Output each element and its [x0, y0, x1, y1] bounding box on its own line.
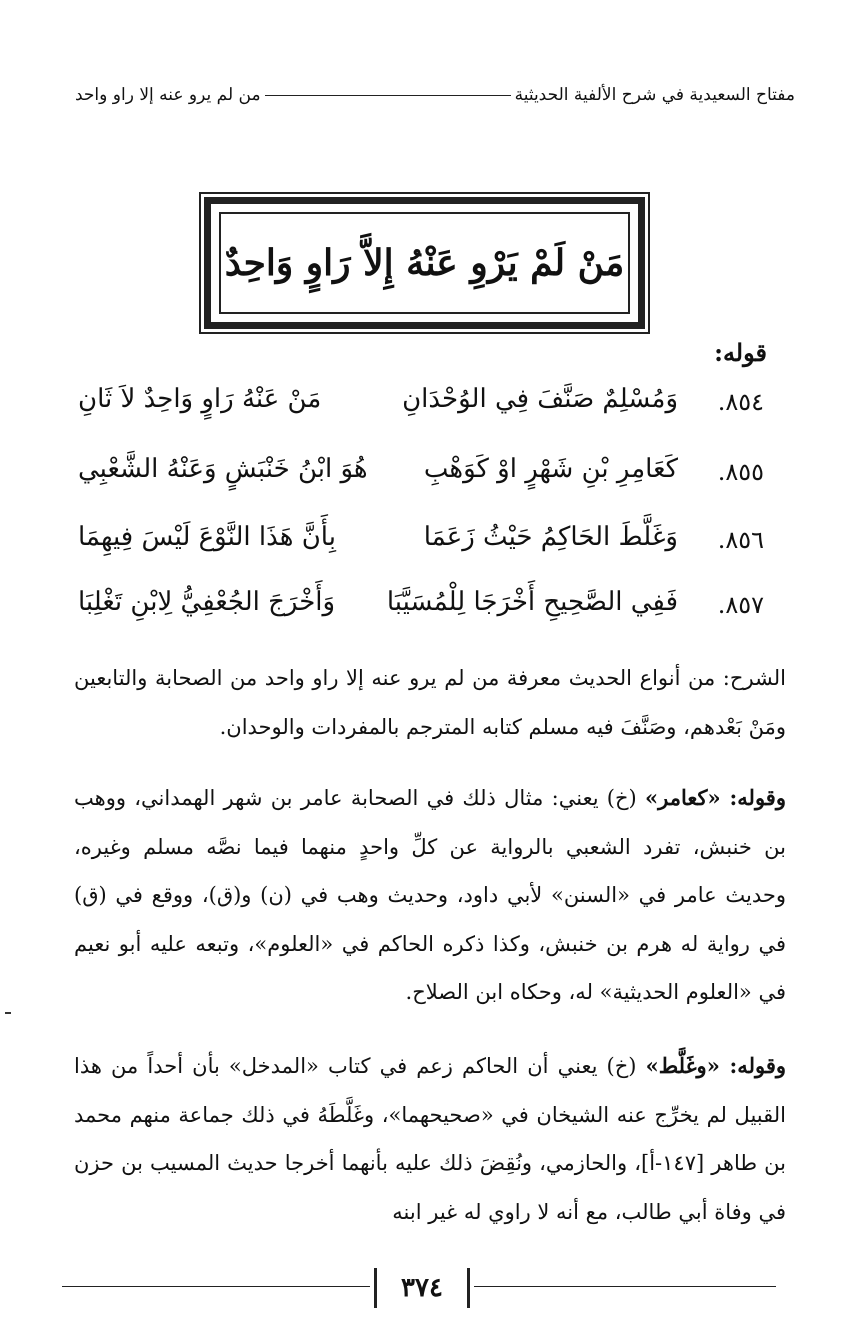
commentary-paragraph	[74, 654, 786, 751]
verse-second-hemistich: هُوَ ابْنُ خَنْبَشٍ وَعَنْهُ الشَّعْبِي	[78, 454, 368, 484]
verse-row	[78, 520, 764, 570]
commentary-paragraph	[74, 1042, 786, 1236]
margin-mark	[5, 1012, 11, 1014]
footer-rule-right	[474, 1286, 776, 1287]
verse-second-hemistich: مَنْ عَنْهُ رَاوٍ وَاحِدٌ لاَ ثَانِ	[78, 384, 322, 414]
verse-second-hemistich: وَأَخْرَجَ الجُعْفِيُّ لِابْنِ تَغْلِبَا	[78, 587, 336, 617]
footer-rule-left	[62, 1286, 370, 1287]
header-rule	[265, 95, 511, 96]
running-header	[75, 78, 795, 112]
book-title: مفتاح السعيدية في شرح الألفية الحديثية	[514, 85, 795, 105]
verse-number: ٨٥٤.	[717, 388, 764, 416]
title-frame-inner	[219, 212, 630, 314]
paragraph-text: الشرح: من أنواع الحديث معرفة من لم يرو عنه إلا راو واحد من الصحابة والتابعين ومَنْ بَعْدهم، وصَنَّفَ فيه مسلم كتابه المترجم بالمفردات والوحدان.	[74, 666, 786, 739]
verse-first-hemistich: وَغَلَّطَ الحَاكِمُ حَيْثُ زَعَمَا	[423, 522, 678, 552]
verse-number: ٨٥٧.	[717, 591, 764, 619]
verse-second-hemistich: بِأَنَّ هَذَا النَّوْعَ لَيْسَ فِيهِمَا	[78, 522, 336, 552]
page-number: ٣٧٤	[374, 1268, 470, 1308]
verse-row	[78, 382, 764, 432]
verse-intro-label: قوله:	[714, 338, 767, 367]
ornamental-title-frame	[204, 197, 645, 329]
paragraph-text: (خ) يعني: مثال ذلك في الصحابة عامر بن شهر الهمداني، ووهب بن خنبش، تفرد الشعبي بالرواية عن كلِّ واحدٍ منهما فيما نصَّه مسلم وغيره، وحديث عامر في «السنن» لأبي داود، وحديث وهب في (ن) و(ق)، ووقع في (ق) في رواية له هرم بن خنبش، وكذا ذكره الحاكم في «العلوم»، وتبعه عليه أبو نعيم في «العلوم الحديثية» له، وحكاه ابن الصلاح.	[74, 786, 786, 1004]
paragraph-text: (خ) يعني أن الحاكم زعم في كتاب «المدخل» بأن أحداً من هذا القبيل لم يخرِّج عنه الشيخان في «صحيحهما»، وغَلَّطَهُ في ذلك جماعة منهم محمد بن طاهر [١٤٧-أ]، والحازمي، ونُقِضَ ذلك عليه بأنهما أخرجا حديث المسيب بن حزن في وفاة أبي طالب، مع أنه لا راوي له غير ابنه	[74, 1054, 786, 1224]
verse-first-hemistich: وَمُسْلِمٌ صَنَّفَ فِي الوُحْدَانِ	[402, 384, 678, 414]
section-title: مَنْ لَمْ يَرْوِ عَنْهُ إِلاَّ رَاوٍ وَاحِدٌ	[224, 242, 625, 284]
verse-number: ٨٥٦.	[717, 526, 764, 554]
verse-row	[78, 452, 764, 502]
verse-first-hemistich: فَفِي الصَّحِيحِ أَخْرَجَا لِلْمُسَيَّبَا	[386, 587, 678, 617]
verse-first-hemistich: كَعَامِرِ بْنِ شَهْرٍ اوْ كَوَهْبِ	[423, 454, 678, 484]
commentary-paragraph	[74, 774, 786, 1017]
chapter-title: من لم يرو عنه إلا راو واحد	[75, 85, 261, 105]
verse-row	[78, 585, 764, 635]
paragraph-lead: وقوله: «كعامر»	[645, 785, 786, 810]
verse-number: ٨٥٥.	[717, 458, 764, 486]
paragraph-lead: وقوله: «وغَلَّط»	[645, 1053, 786, 1078]
